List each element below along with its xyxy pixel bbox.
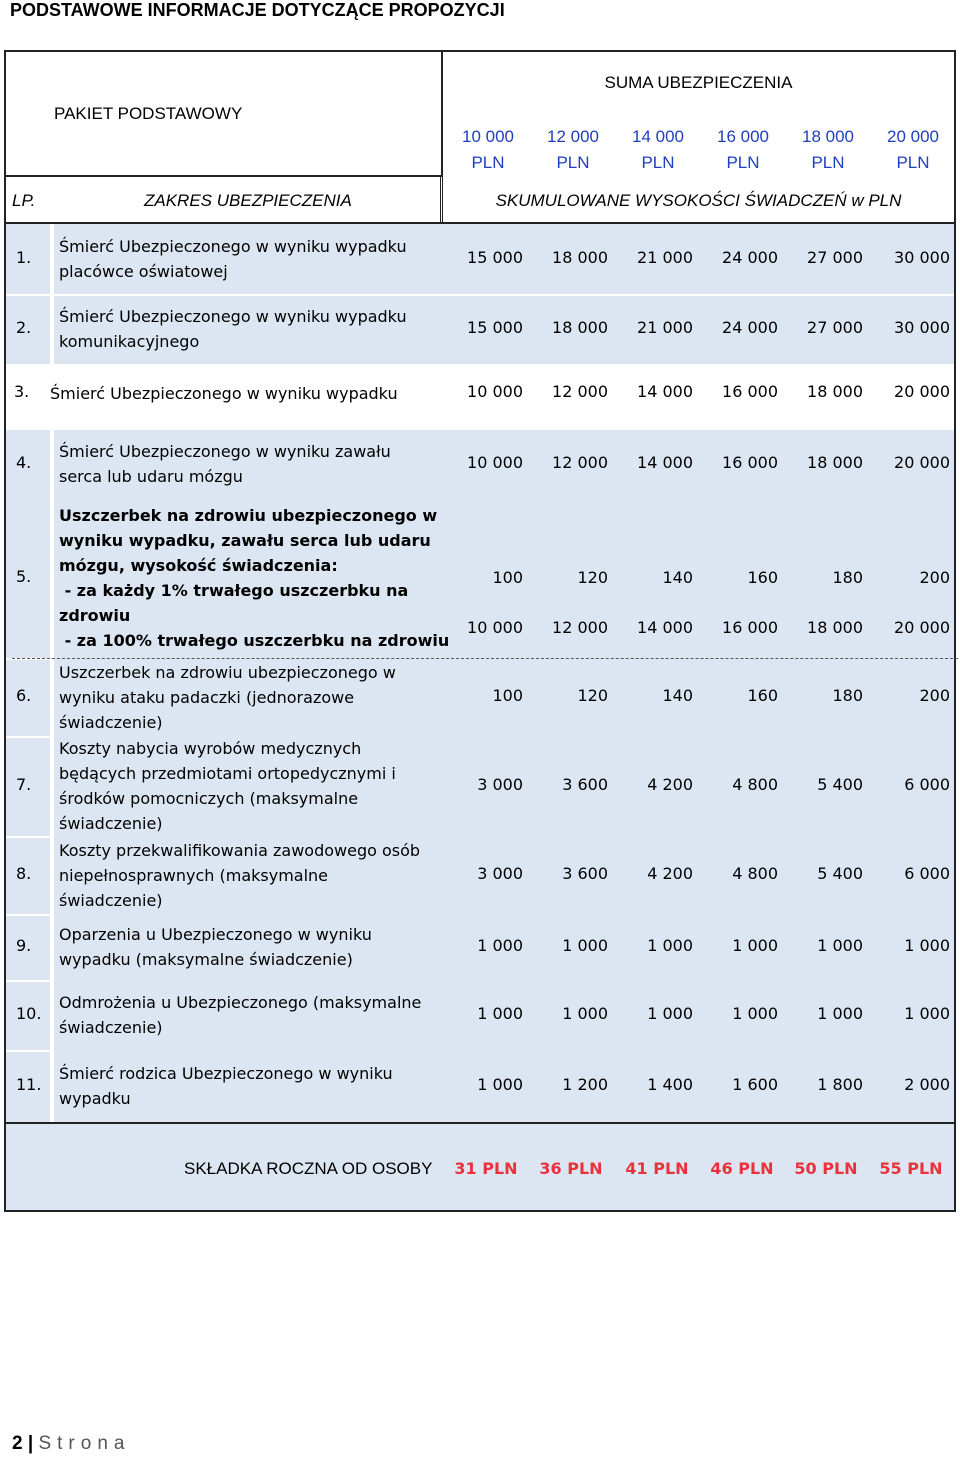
footer-separator: | — [27, 1433, 34, 1454]
table-row — [6, 836, 954, 914]
description-line: Śmierć Ubezpieczonego w wyniku zawału — [59, 442, 391, 461]
sum-amount: 10 000 — [462, 127, 514, 146]
row-description — [50, 381, 398, 406]
row-description — [59, 503, 449, 653]
benefit-value: 3 600 — [562, 775, 608, 794]
benefit-value: 1 000 — [647, 1004, 693, 1023]
description-line: niepełnosprawnych (maksymalne — [59, 866, 329, 885]
benefit-value: 1 000 — [904, 1004, 950, 1023]
benefit-value: 1 000 — [477, 1004, 523, 1023]
premium-value: 46 PLN — [710, 1159, 774, 1178]
row-divider — [50, 980, 54, 1050]
table-row — [6, 658, 954, 736]
benefit-value: 120 — [577, 568, 608, 587]
benefit-value: 20 000 — [894, 382, 950, 401]
description-line: wypadku — [59, 1089, 131, 1108]
benefit-value: 12 000 — [552, 382, 608, 401]
benefit-value: 14 000 — [637, 382, 693, 401]
premium-value: 31 PLN — [454, 1159, 518, 1178]
row-number: 2. — [16, 318, 32, 337]
row-divider — [50, 294, 54, 364]
sum-amount: 18 000 — [802, 127, 854, 146]
row-number: 5. — [16, 567, 32, 586]
benefit-value: 1 000 — [817, 1004, 863, 1023]
row-description — [59, 922, 372, 972]
row-number: 11. — [16, 1075, 42, 1094]
sum-currency: PLN — [641, 153, 675, 172]
sum-amount: 16 000 — [717, 127, 769, 146]
row-divider — [50, 430, 54, 498]
description-line: Koszty przekwalifikowania zawodowego osób — [59, 841, 421, 860]
benefit-value: 1 000 — [477, 1075, 523, 1094]
row-divider — [50, 836, 54, 914]
sum-currency: PLN — [556, 153, 590, 172]
benefit-value: 27 000 — [807, 318, 863, 337]
benefit-value: 1 400 — [647, 1075, 693, 1094]
premium-label: SKŁADKA ROCZNA OD OSOBY — [184, 1159, 433, 1178]
description-line: wyniku ataku padaczki (jednorazowe — [59, 688, 355, 707]
table-row — [6, 736, 954, 836]
sum-currency: PLN — [811, 153, 845, 172]
description-line: Śmierć Ubezpieczonego w wyniku wypadku — [50, 384, 398, 403]
dashed-divider — [12, 658, 958, 659]
row-description — [59, 736, 396, 836]
premium-value: 41 PLN — [625, 1159, 689, 1178]
benefit-value: 120 — [577, 686, 608, 705]
proposal-table — [4, 50, 956, 1212]
sum-header-cell — [443, 52, 954, 112]
description-line: komunikacyjnego — [59, 332, 200, 351]
benefit-value: 1 200 — [562, 1075, 608, 1094]
row-number: 1. — [16, 248, 32, 267]
row-separator — [6, 980, 54, 982]
benefit-value: 1 000 — [732, 1004, 778, 1023]
row-divider — [50, 658, 54, 736]
benefit-value: 24 000 — [722, 248, 778, 267]
benefit-value: 15 000 — [467, 248, 523, 267]
row-gap — [6, 422, 954, 430]
description-line: Oparzenia u Ubezpieczonego w wyniku — [59, 925, 372, 944]
benefit-value: 200 — [919, 686, 950, 705]
benefit-value: 18 000 — [807, 453, 863, 472]
table-row — [6, 914, 954, 980]
description-line: zdrowiu — [59, 606, 131, 625]
description-line: wyniku wypadku, zawału serca lub udaru — [59, 531, 431, 550]
page-footer — [12, 1433, 130, 1455]
benefit-value: 1 000 — [732, 936, 778, 955]
benefit-value: 160 — [747, 686, 778, 705]
benefit-value: 4 200 — [647, 864, 693, 883]
row-divider — [50, 224, 54, 294]
description-line: Odmrożenia u Ubezpieczonego (maksymalne — [59, 993, 422, 1012]
benefit-value: 12 000 — [552, 453, 608, 472]
benefit-value: 200 — [919, 568, 950, 587]
row-divider — [50, 498, 54, 658]
row-description — [59, 234, 407, 284]
description-line: Koszty nabycia wyrobów medycznych — [59, 739, 362, 758]
page-title: PODSTAWOWE INFORMACJE DOTYCZĄCE PROPOZYCJI — [10, 0, 505, 20]
scope-header-row — [6, 177, 954, 224]
description-line: Śmierć Ubezpieczonego w wyniku wypadku — [59, 307, 407, 326]
benefit-value: 21 000 — [637, 248, 693, 267]
benefit-value-full: 20 000 — [894, 618, 950, 637]
description-line: Uszczerbek na zdrowiu ubezpieczonego w — [59, 663, 396, 682]
benefit-value: 20 000 — [894, 453, 950, 472]
benefit-value: 1 800 — [817, 1075, 863, 1094]
benefit-value: 1 000 — [562, 1004, 608, 1023]
benefit-value: 10 000 — [467, 382, 523, 401]
page-number: 2 — [12, 1433, 23, 1454]
sum-column-header — [701, 124, 785, 176]
description-line: Śmierć Ubezpieczonego w wyniku wypadku — [59, 237, 407, 256]
benefit-value: 5 400 — [817, 864, 863, 883]
row-separator — [6, 736, 54, 738]
package-header-cell — [6, 52, 443, 177]
benefit-value: 30 000 — [894, 248, 950, 267]
row-number: 8. — [16, 864, 32, 883]
row-number: 10. — [16, 1004, 42, 1023]
benefit-value-full: 18 000 — [807, 618, 863, 637]
benefit-value: 140 — [662, 686, 693, 705]
cumulative-label: SKUMULOWANE WYSOKOŚCI ŚWIADCZEŃ w PLN — [495, 191, 902, 210]
table-row — [6, 294, 954, 364]
benefit-value: 180 — [832, 686, 863, 705]
description-line: środków pomocniczych (maksymalne — [59, 789, 359, 808]
table-row — [6, 430, 954, 498]
sum-amount: 14 000 — [632, 127, 684, 146]
benefit-value: 4 800 — [732, 864, 778, 883]
sum-column-header — [616, 124, 700, 176]
benefit-value: 1 000 — [904, 936, 950, 955]
row-description — [59, 660, 396, 735]
benefit-value-full: 14 000 — [637, 618, 693, 637]
benefit-value: 18 000 — [807, 382, 863, 401]
sum-amount: 20 000 — [887, 127, 939, 146]
description-line: będących przedmiotami ortopedycznymi i — [59, 764, 396, 783]
package-label: PAKIET PODSTAWOWY — [54, 104, 243, 123]
sum-currency: PLN — [896, 153, 930, 172]
row-number: 7. — [16, 775, 32, 794]
page-word: Strona — [38, 1433, 131, 1454]
description-line: serca lub udaru mózgu — [59, 467, 243, 486]
sum-label: SUMA UBEZPIECZENIA — [604, 73, 793, 92]
row-gap — [6, 294, 954, 296]
sum-currency: PLN — [471, 153, 505, 172]
row-number: 9. — [16, 936, 32, 955]
premium-row — [6, 1122, 954, 1210]
benefit-value: 18 000 — [552, 318, 608, 337]
description-line: Uszczerbek na zdrowiu ubezpieczonego w — [59, 506, 438, 525]
description-line: placówce oświatowej — [59, 262, 228, 281]
benefit-value: 1 600 — [732, 1075, 778, 1094]
scope-label: ZAKRES UBEZPIECZENIA — [144, 191, 352, 210]
row-divider — [50, 914, 54, 980]
benefit-value: 3 600 — [562, 864, 608, 883]
benefit-value: 5 400 — [817, 775, 863, 794]
premium-value: 55 PLN — [879, 1159, 943, 1178]
row-number: 3. — [14, 382, 30, 401]
description-line: świadczenie) — [59, 814, 163, 833]
benefit-value: 16 000 — [722, 382, 778, 401]
benefit-value: 6 000 — [904, 775, 950, 794]
benefit-value: 4 200 — [647, 775, 693, 794]
description-line: świadczenie) — [59, 891, 163, 910]
benefit-value: 15 000 — [467, 318, 523, 337]
description-line: Śmierć rodzica Ubezpieczonego w wyniku — [59, 1064, 393, 1083]
benefit-value: 24 000 — [722, 318, 778, 337]
benefit-value: 3 000 — [477, 864, 523, 883]
benefit-value: 21 000 — [637, 318, 693, 337]
benefit-value: 16 000 — [722, 453, 778, 472]
row-description — [59, 838, 420, 913]
benefit-value: 1 000 — [562, 936, 608, 955]
premium-value: 50 PLN — [794, 1159, 858, 1178]
table-row — [6, 224, 954, 294]
benefit-value: 18 000 — [552, 248, 608, 267]
row-divider — [50, 736, 54, 836]
row-separator — [6, 914, 54, 916]
benefit-value: 30 000 — [894, 318, 950, 337]
benefit-value: 1 000 — [477, 936, 523, 955]
row-divider — [50, 1050, 54, 1122]
sum-column-header — [531, 124, 615, 176]
benefit-value-full: 16 000 — [722, 618, 778, 637]
description-line: - za 100% trwałego uszczerbku na zdrowiu — [59, 631, 450, 650]
benefit-value: 10 000 — [467, 453, 523, 472]
sum-currency: PLN — [726, 153, 760, 172]
row-description — [59, 439, 391, 489]
sum-column-header — [786, 124, 870, 176]
benefit-value-full: 12 000 — [552, 618, 608, 637]
sum-column-header — [871, 124, 955, 176]
benefit-value: 3 000 — [477, 775, 523, 794]
benefit-value: 140 — [662, 568, 693, 587]
row-description — [59, 304, 407, 354]
benefit-value-full: 10 000 — [467, 618, 523, 637]
row-separator — [6, 1050, 54, 1052]
benefit-value: 1 000 — [817, 936, 863, 955]
benefit-value: 6 000 — [904, 864, 950, 883]
description-line: mózgu, wysokość świadczenia: — [59, 556, 338, 575]
row-number: 6. — [16, 686, 32, 705]
row-description — [59, 1061, 393, 1111]
benefit-value: 14 000 — [637, 453, 693, 472]
benefit-value: 160 — [747, 568, 778, 587]
row-separator — [6, 836, 54, 838]
benefit-value: 4 800 — [732, 775, 778, 794]
benefit-value: 1 000 — [647, 936, 693, 955]
lp-label: LP. — [12, 191, 36, 210]
table-row — [6, 364, 954, 422]
description-line: świadczenie) — [59, 713, 163, 732]
table-row — [6, 498, 954, 658]
description-line: - za każdy 1% trwałego uszczerbku na — [59, 581, 409, 600]
benefit-value: 100 — [492, 568, 523, 587]
benefit-value: 2 000 — [904, 1075, 950, 1094]
benefit-value: 180 — [832, 568, 863, 587]
sum-amount: 12 000 — [547, 127, 599, 146]
row-description — [59, 990, 421, 1040]
sum-column-header — [446, 124, 530, 176]
table-row — [6, 980, 954, 1050]
premium-value: 36 PLN — [539, 1159, 603, 1178]
benefit-value: 27 000 — [807, 248, 863, 267]
table-row — [6, 1050, 954, 1122]
benefit-value: 100 — [492, 686, 523, 705]
row-number: 4. — [16, 453, 32, 472]
description-line: wypadku (maksymalne świadczenie) — [59, 950, 353, 969]
description-line: świadczenie) — [59, 1018, 163, 1037]
